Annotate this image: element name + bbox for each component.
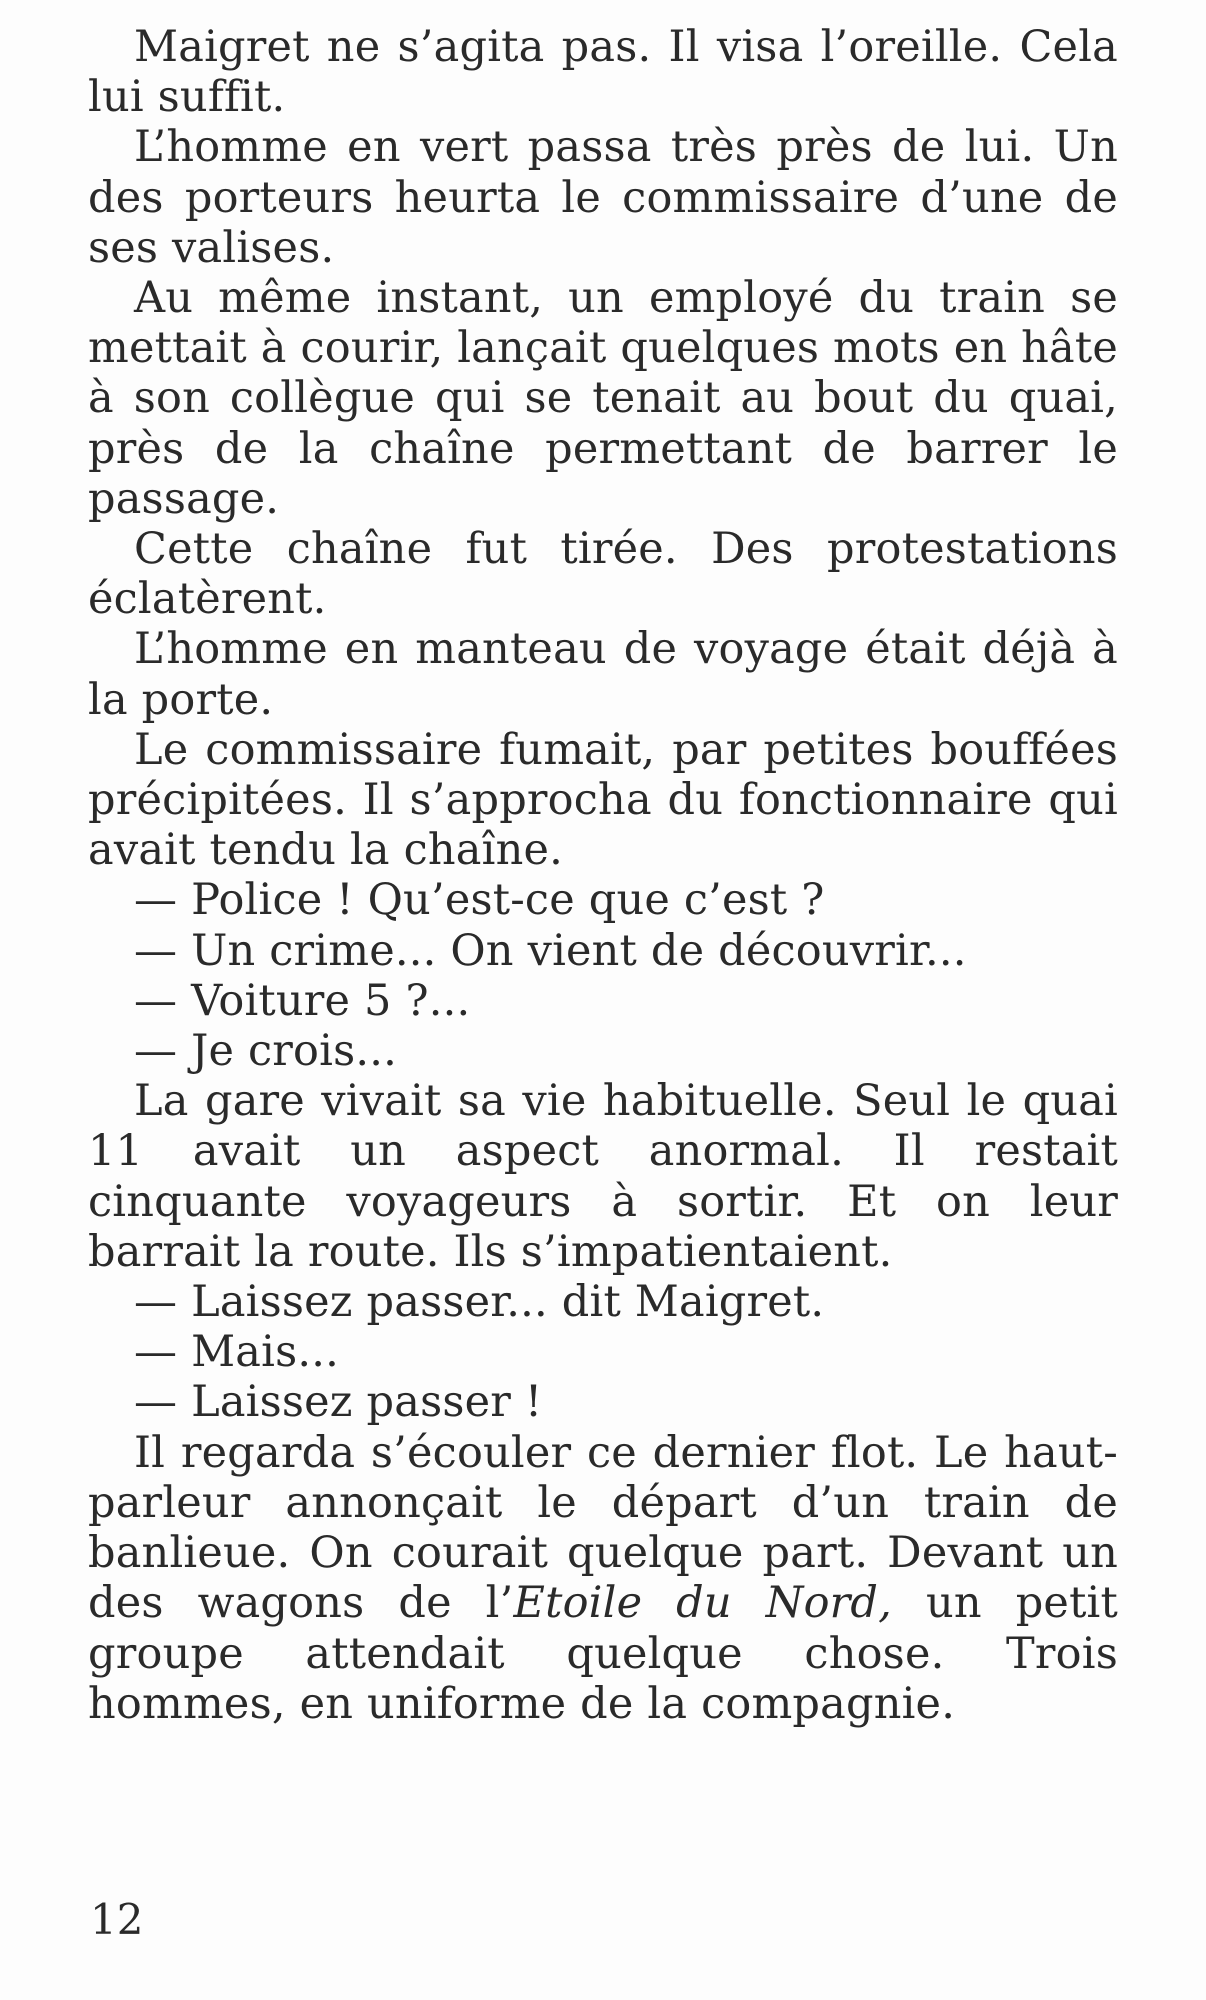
dialogue-line-3: — Voiture 5 ?... [134, 975, 471, 1026]
dialogue-line-1: — Police ! Qu’est-ce que c’est ? [134, 875, 825, 926]
dialogue-line-4: — Je crois... [134, 1026, 397, 1077]
train-name-italic: Etoile du Nord, [513, 1578, 893, 1629]
paragraph-final-start: Il regarda s’écouler ce dernier flot. Le haut-parleur annonçait le départ d’un train de banlieue. On courait quelque part. Devant un des wagons de l’ [88, 1427, 1118, 1629]
paragraph-5: L’homme en manteau de voyage était déjà à la porte. [88, 624, 1118, 725]
page-number: 12 [90, 1895, 144, 1944]
dialogue-line-2: — Un crime... On vient de découvrir... [134, 925, 967, 976]
paragraph-4: Cette chaîne fut tirée. Des protestations éclatèrent. [88, 524, 1118, 625]
paragraph-1: Maigret ne s’agita pas. Il visa l’oreille. Cela lui suffit. [88, 22, 1118, 123]
paragraph-6: Le commissaire fumait, par petites bouffées précipitées. Il s’approcha du fonctionnaire qui avait tendu la chaîne. [88, 724, 1118, 876]
dialogue-line-7: — Laissez passer ! [134, 1377, 543, 1428]
paragraph-3: Au même instant, un employé du train se mettait à courir, lançait quelques mots en hâte à son collègue qui se tenait au bout du quai, près de la chaîne permettant de barrer le passage. [88, 273, 1118, 524]
dialogue-line-6: — Mais... [134, 1327, 339, 1378]
paragraph-2: L’homme en vert passa très près de lui. Un des porteurs heurta le commissaire d’une de ses valises. [88, 122, 1118, 273]
paragraph-final [88, 1428, 1118, 1729]
dialogue-line-5: — Laissez passer... dit Maigret. [134, 1277, 825, 1328]
paragraph-7: La gare vivait sa vie habituelle. Seul le quai 11 avait un aspect anormal. Il restait cinquante voyageurs à sortir. Et on leur barrait la route. Ils s’impatientaient. [88, 1076, 1118, 1277]
paragraph-final-end: un petit groupe attendait quelque chose. Trois hommes, en uniforme de la compagnie. [88, 1578, 1118, 1729]
body-text [88, 22, 1118, 1729]
